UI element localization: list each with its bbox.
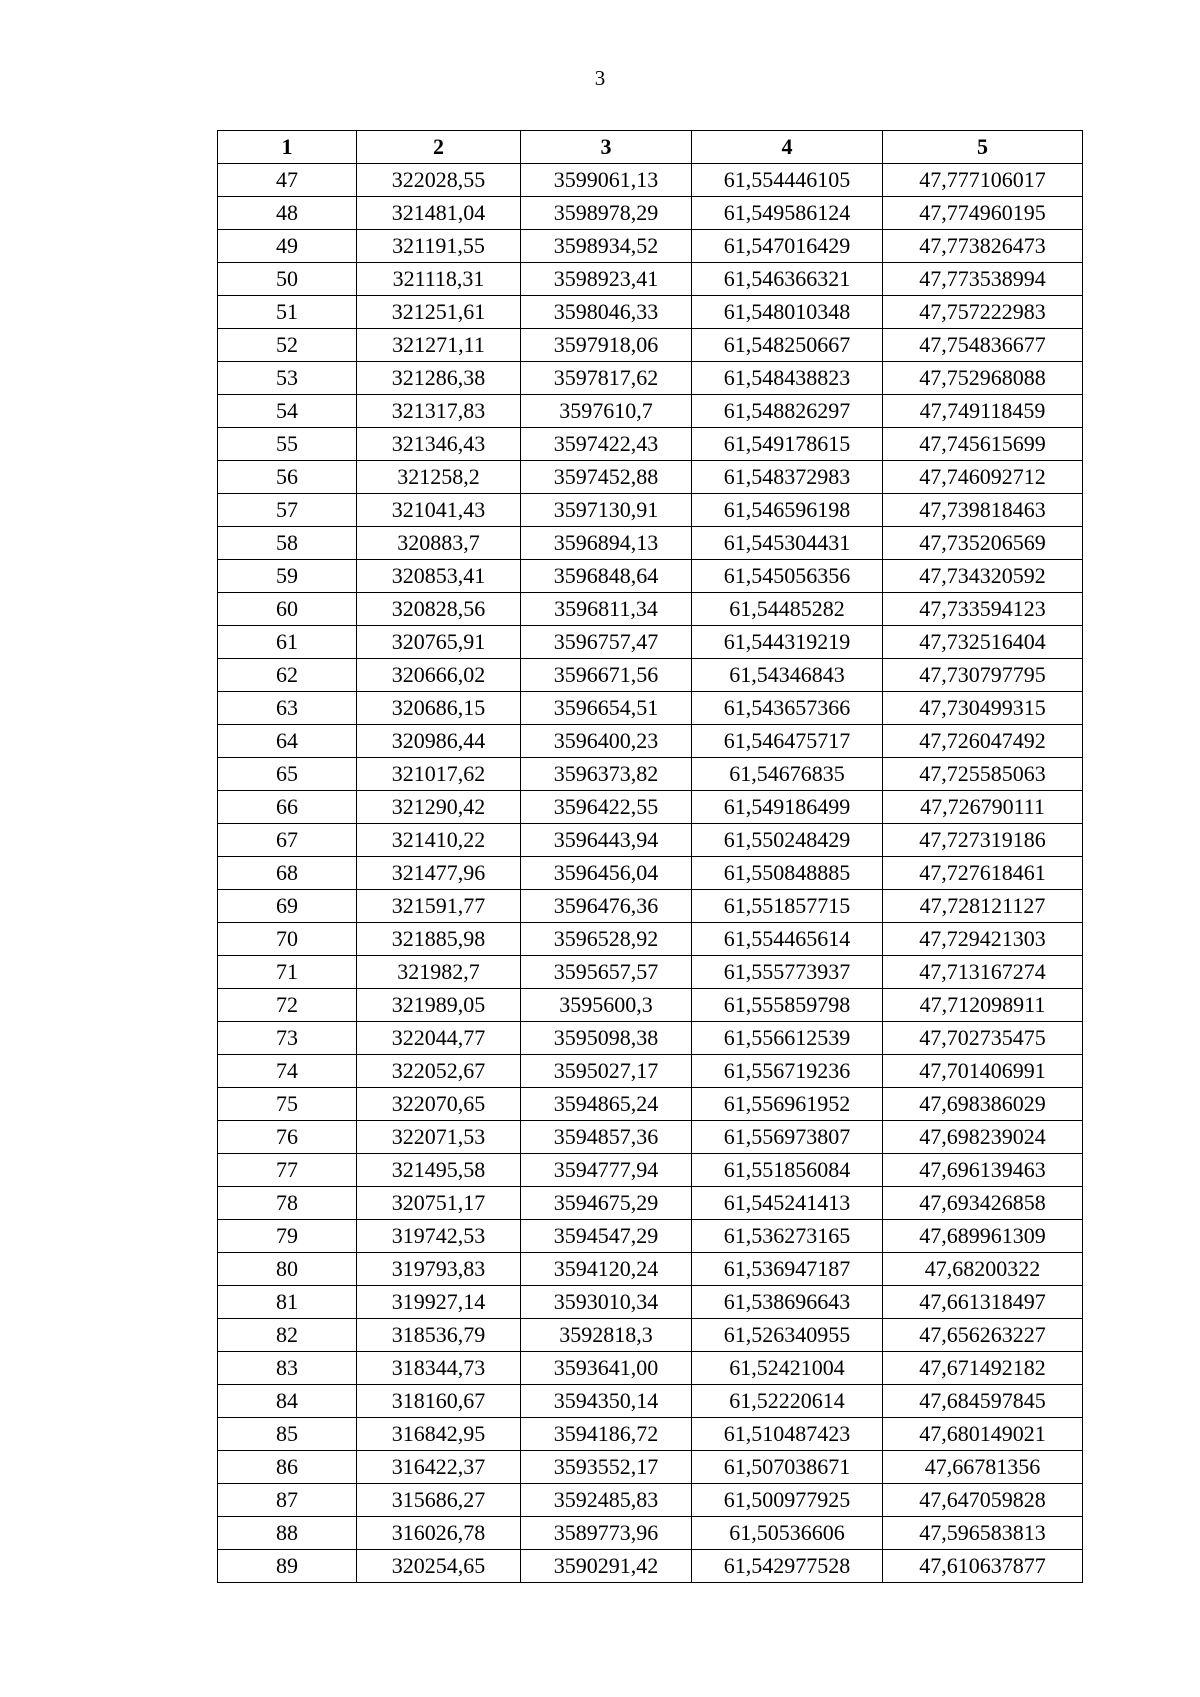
table-cell: 320828,56 <box>357 593 521 626</box>
table-header <box>218 131 1083 164</box>
table-row <box>218 263 1083 296</box>
table-cell: 56 <box>218 461 357 494</box>
table-cell: 61,548438823 <box>692 362 883 395</box>
table-cell: 3596373,82 <box>521 758 692 791</box>
table-cell: 315686,27 <box>357 1484 521 1517</box>
table-cell: 61,546366321 <box>692 263 883 296</box>
table-cell: 47,729421303 <box>883 923 1083 956</box>
table-cell: 321290,42 <box>357 791 521 824</box>
table-cell: 318344,73 <box>357 1352 521 1385</box>
table-row <box>218 494 1083 527</box>
table-row <box>218 659 1083 692</box>
table-cell: 3597452,88 <box>521 461 692 494</box>
table-cell: 82 <box>218 1319 357 1352</box>
table-cell: 61,526340955 <box>692 1319 883 1352</box>
table-cell: 61,548826297 <box>692 395 883 428</box>
table-cell: 61 <box>218 626 357 659</box>
table-cell: 3598978,29 <box>521 197 692 230</box>
table-cell: 53 <box>218 362 357 395</box>
table-cell: 322070,65 <box>357 1088 521 1121</box>
table-cell: 61,538696643 <box>692 1286 883 1319</box>
table-row <box>218 593 1083 626</box>
table-cell: 47,66781356 <box>883 1451 1083 1484</box>
table-cell: 47,698239024 <box>883 1121 1083 1154</box>
table-cell: 321118,31 <box>357 263 521 296</box>
table-cell: 71 <box>218 956 357 989</box>
table-cell: 61,549586124 <box>692 197 883 230</box>
table-cell: 47,732516404 <box>883 626 1083 659</box>
table-cell: 47,773826473 <box>883 230 1083 263</box>
table-cell: 61,542977528 <box>692 1550 883 1583</box>
table-cell: 3599061,13 <box>521 164 692 197</box>
column-header: 1 <box>218 131 357 164</box>
table-row <box>218 857 1083 890</box>
table-row <box>218 1517 1083 1550</box>
table-cell: 61,549186499 <box>692 791 883 824</box>
table-cell: 63 <box>218 692 357 725</box>
table-cell: 3598046,33 <box>521 296 692 329</box>
table-row <box>218 197 1083 230</box>
table-cell: 73 <box>218 1022 357 1055</box>
table-cell: 3597817,62 <box>521 362 692 395</box>
table-cell: 61,543657366 <box>692 692 883 725</box>
table-cell: 3596422,55 <box>521 791 692 824</box>
table-cell: 61,510487423 <box>692 1418 883 1451</box>
table-row <box>218 1352 1083 1385</box>
table-cell: 320254,65 <box>357 1550 521 1583</box>
table-cell: 57 <box>218 494 357 527</box>
table-cell: 3597610,7 <box>521 395 692 428</box>
table-cell: 47,739818463 <box>883 494 1083 527</box>
table-cell: 3594865,24 <box>521 1088 692 1121</box>
table-cell: 61,550248429 <box>692 824 883 857</box>
table-row <box>218 296 1083 329</box>
table-cell: 61,549178615 <box>692 428 883 461</box>
table-cell: 3595098,38 <box>521 1022 692 1055</box>
table-cell: 59 <box>218 560 357 593</box>
table-cell: 47 <box>218 164 357 197</box>
table-cell: 3596456,04 <box>521 857 692 890</box>
table-cell: 67 <box>218 824 357 857</box>
table-row <box>218 1220 1083 1253</box>
table-cell: 61,54676835 <box>692 758 883 791</box>
table-cell: 316842,95 <box>357 1418 521 1451</box>
table-cell: 61,536273165 <box>692 1220 883 1253</box>
table-cell: 85 <box>218 1418 357 1451</box>
table-cell: 47,696139463 <box>883 1154 1083 1187</box>
table-cell: 3596528,92 <box>521 923 692 956</box>
table-cell: 47,713167274 <box>883 956 1083 989</box>
table-cell: 322052,67 <box>357 1055 521 1088</box>
table-cell: 61,556612539 <box>692 1022 883 1055</box>
table-cell: 319927,14 <box>357 1286 521 1319</box>
table-cell: 61,556719236 <box>692 1055 883 1088</box>
table-cell: 61,556961952 <box>692 1088 883 1121</box>
table-cell: 62 <box>218 659 357 692</box>
table-cell: 61,54346843 <box>692 659 883 692</box>
table-cell: 47,726047492 <box>883 725 1083 758</box>
table-cell: 322028,55 <box>357 164 521 197</box>
table-cell: 61,545304431 <box>692 527 883 560</box>
table-row <box>218 890 1083 923</box>
table-row <box>218 1253 1083 1286</box>
table-cell: 318536,79 <box>357 1319 521 1352</box>
column-header: 2 <box>357 131 521 164</box>
table-row <box>218 395 1083 428</box>
table-cell: 3593641,00 <box>521 1352 692 1385</box>
table-cell: 320986,44 <box>357 725 521 758</box>
table-cell: 61,548010348 <box>692 296 883 329</box>
table-cell: 3596476,36 <box>521 890 692 923</box>
table-cell: 61,547016429 <box>692 230 883 263</box>
table-cell: 47,734320592 <box>883 560 1083 593</box>
table-cell: 3596848,64 <box>521 560 692 593</box>
table-cell: 47,728121127 <box>883 890 1083 923</box>
table-cell: 89 <box>218 1550 357 1583</box>
table-cell: 61,555859798 <box>692 989 883 1022</box>
table-cell: 47,746092712 <box>883 461 1083 494</box>
table-cell: 61,550848885 <box>692 857 883 890</box>
table-cell: 321495,58 <box>357 1154 521 1187</box>
table-cell: 61,500977925 <box>692 1484 883 1517</box>
table-cell: 3598923,41 <box>521 263 692 296</box>
table-row <box>218 329 1083 362</box>
table-cell: 47,726790111 <box>883 791 1083 824</box>
table-cell: 316026,78 <box>357 1517 521 1550</box>
table-cell: 60 <box>218 593 357 626</box>
table-cell: 78 <box>218 1187 357 1220</box>
table-cell: 321041,43 <box>357 494 521 527</box>
table-cell: 61,52220614 <box>692 1385 883 1418</box>
table-cell: 320883,7 <box>357 527 521 560</box>
table-cell: 81 <box>218 1286 357 1319</box>
table-cell: 3594857,36 <box>521 1121 692 1154</box>
table-row <box>218 1484 1083 1517</box>
table-row <box>218 1055 1083 1088</box>
table-row <box>218 725 1083 758</box>
table-cell: 3594675,29 <box>521 1187 692 1220</box>
table-cell: 3594547,29 <box>521 1220 692 1253</box>
table-row <box>218 692 1083 725</box>
table-cell: 65 <box>218 758 357 791</box>
table-cell: 3596443,94 <box>521 824 692 857</box>
table-cell: 86 <box>218 1451 357 1484</box>
table-row <box>218 989 1083 1022</box>
table-cell: 321191,55 <box>357 230 521 263</box>
table-cell: 3594777,94 <box>521 1154 692 1187</box>
table-row <box>218 1385 1083 1418</box>
table-row <box>218 923 1083 956</box>
table-cell: 3596400,23 <box>521 725 692 758</box>
table-cell: 3592485,83 <box>521 1484 692 1517</box>
table-row <box>218 824 1083 857</box>
table-cell: 3595657,57 <box>521 956 692 989</box>
table-row <box>218 758 1083 791</box>
table-cell: 66 <box>218 791 357 824</box>
table-cell: 3597130,91 <box>521 494 692 527</box>
table-cell: 61,536947187 <box>692 1253 883 1286</box>
table-cell: 49 <box>218 230 357 263</box>
table-cell: 50 <box>218 263 357 296</box>
table-cell: 47,727618461 <box>883 857 1083 890</box>
table-cell: 61,548250667 <box>692 329 883 362</box>
table-cell: 3593552,17 <box>521 1451 692 1484</box>
table-cell: 47,693426858 <box>883 1187 1083 1220</box>
table-cell: 3596757,47 <box>521 626 692 659</box>
table-cell: 61,548372983 <box>692 461 883 494</box>
table-cell: 77 <box>218 1154 357 1187</box>
table-cell: 68 <box>218 857 357 890</box>
table-cell: 3592818,3 <box>521 1319 692 1352</box>
table-cell: 75 <box>218 1088 357 1121</box>
table-cell: 47,680149021 <box>883 1418 1083 1451</box>
table-cell: 61,554446105 <box>692 164 883 197</box>
table-row <box>218 1022 1083 1055</box>
table-cell: 47,745615699 <box>883 428 1083 461</box>
table-cell: 47,68200322 <box>883 1253 1083 1286</box>
table-cell: 320853,41 <box>357 560 521 593</box>
table-cell: 47,661318497 <box>883 1286 1083 1319</box>
table-cell: 321410,22 <box>357 824 521 857</box>
table-cell: 69 <box>218 890 357 923</box>
table-row <box>218 626 1083 659</box>
table-row <box>218 1154 1083 1187</box>
table-cell: 61,52421004 <box>692 1352 883 1385</box>
table-row <box>218 791 1083 824</box>
table-cell: 64 <box>218 725 357 758</box>
table-cell: 321317,83 <box>357 395 521 428</box>
table-cell: 321017,62 <box>357 758 521 791</box>
table-cell: 47,684597845 <box>883 1385 1083 1418</box>
table-cell: 47,702735475 <box>883 1022 1083 1055</box>
table-row <box>218 1286 1083 1319</box>
table-cell: 47,689961309 <box>883 1220 1083 1253</box>
page-number: 3 <box>594 66 606 90</box>
table-cell: 3596894,13 <box>521 527 692 560</box>
table-cell: 47,671492182 <box>883 1352 1083 1385</box>
table-cell: 320765,91 <box>357 626 521 659</box>
table-cell: 51 <box>218 296 357 329</box>
table-row <box>218 362 1083 395</box>
table-cell: 61,554465614 <box>692 923 883 956</box>
table-cell: 74 <box>218 1055 357 1088</box>
table-cell: 61,54485282 <box>692 593 883 626</box>
table-cell: 321258,2 <box>357 461 521 494</box>
table-cell: 47,701406991 <box>883 1055 1083 1088</box>
table-cell: 76 <box>218 1121 357 1154</box>
table-row <box>218 527 1083 560</box>
table-cell: 72 <box>218 989 357 1022</box>
table-cell: 321251,61 <box>357 296 521 329</box>
table-cell: 61,555773937 <box>692 956 883 989</box>
table-cell: 47,773538994 <box>883 263 1083 296</box>
table-cell: 321591,77 <box>357 890 521 923</box>
table-cell: 319793,83 <box>357 1253 521 1286</box>
table-cell: 3594120,24 <box>521 1253 692 1286</box>
table-cell: 61,50536606 <box>692 1517 883 1550</box>
table-cell: 320666,02 <box>357 659 521 692</box>
table-cell: 47,730499315 <box>883 692 1083 725</box>
table-cell: 54 <box>218 395 357 428</box>
table-cell: 3593010,34 <box>521 1286 692 1319</box>
table-cell: 61,556973807 <box>692 1121 883 1154</box>
table-cell: 47,725585063 <box>883 758 1083 791</box>
column-header: 4 <box>692 131 883 164</box>
table-cell: 47,752968088 <box>883 362 1083 395</box>
table-row <box>218 1121 1083 1154</box>
table-cell: 316422,37 <box>357 1451 521 1484</box>
table-cell: 47,596583813 <box>883 1517 1083 1550</box>
table-cell: 47,754836677 <box>883 329 1083 362</box>
table-row <box>218 1319 1083 1352</box>
table-row <box>218 1187 1083 1220</box>
table-cell: 47,712098911 <box>883 989 1083 1022</box>
table-cell: 87 <box>218 1484 357 1517</box>
table-row <box>218 956 1083 989</box>
table-cell: 79 <box>218 1220 357 1253</box>
table-cell: 3596654,51 <box>521 692 692 725</box>
table-cell: 3596671,56 <box>521 659 692 692</box>
table-cell: 321271,11 <box>357 329 521 362</box>
table-cell: 61,551857715 <box>692 890 883 923</box>
table-cell: 47,749118459 <box>883 395 1083 428</box>
table-cell: 47,647059828 <box>883 1484 1083 1517</box>
table-cell: 61,546596198 <box>692 494 883 527</box>
table-cell: 3597422,43 <box>521 428 692 461</box>
table-cell: 84 <box>218 1385 357 1418</box>
table-cell: 320751,17 <box>357 1187 521 1220</box>
table-cell: 321477,96 <box>357 857 521 890</box>
header-row <box>218 131 1083 164</box>
table-cell: 61,545056356 <box>692 560 883 593</box>
table-row <box>218 560 1083 593</box>
table-cell: 321989,05 <box>357 989 521 1022</box>
table-cell: 47,757222983 <box>883 296 1083 329</box>
table-cell: 3596811,34 <box>521 593 692 626</box>
table-row <box>218 1451 1083 1484</box>
table-row <box>218 1418 1083 1451</box>
table-body <box>218 164 1083 1583</box>
table-cell: 61,545241413 <box>692 1187 883 1220</box>
table-row <box>218 164 1083 197</box>
table-cell: 47,727319186 <box>883 824 1083 857</box>
table-cell: 322071,53 <box>357 1121 521 1154</box>
table-cell: 3589773,96 <box>521 1517 692 1550</box>
table-row <box>218 461 1083 494</box>
table-cell: 61,551856084 <box>692 1154 883 1187</box>
table-cell: 321286,38 <box>357 362 521 395</box>
table-cell: 47,730797795 <box>883 659 1083 692</box>
table-cell: 61,544319219 <box>692 626 883 659</box>
table-row <box>218 428 1083 461</box>
table-cell: 47,656263227 <box>883 1319 1083 1352</box>
table-cell: 321885,98 <box>357 923 521 956</box>
table-cell: 47,735206569 <box>883 527 1083 560</box>
table-cell: 61,546475717 <box>692 725 883 758</box>
column-header: 3 <box>521 131 692 164</box>
table-row <box>218 230 1083 263</box>
column-header: 5 <box>883 131 1083 164</box>
table-cell: 3598934,52 <box>521 230 692 263</box>
coordinates-table <box>217 130 1083 1583</box>
table-cell: 3590291,42 <box>521 1550 692 1583</box>
table-cell: 321481,04 <box>357 197 521 230</box>
table-cell: 320686,15 <box>357 692 521 725</box>
table-cell: 83 <box>218 1352 357 1385</box>
table-cell: 318160,67 <box>357 1385 521 1418</box>
table-cell: 3594186,72 <box>521 1418 692 1451</box>
table-cell: 321982,7 <box>357 956 521 989</box>
table-cell: 3597918,06 <box>521 329 692 362</box>
table-cell: 58 <box>218 527 357 560</box>
table-cell: 52 <box>218 329 357 362</box>
table-cell: 3594350,14 <box>521 1385 692 1418</box>
table-cell: 319742,53 <box>357 1220 521 1253</box>
table-cell: 47,698386029 <box>883 1088 1083 1121</box>
table-cell: 47,733594123 <box>883 593 1083 626</box>
table-cell: 47,774960195 <box>883 197 1083 230</box>
table-cell: 48 <box>218 197 357 230</box>
table-row <box>218 1550 1083 1583</box>
table-cell: 61,507038671 <box>692 1451 883 1484</box>
table-cell: 47,610637877 <box>883 1550 1083 1583</box>
table-cell: 3595600,3 <box>521 989 692 1022</box>
table-cell: 55 <box>218 428 357 461</box>
table-cell: 88 <box>218 1517 357 1550</box>
table-cell: 80 <box>218 1253 357 1286</box>
table-row <box>218 1088 1083 1121</box>
table-cell: 47,777106017 <box>883 164 1083 197</box>
table-cell: 322044,77 <box>357 1022 521 1055</box>
table-cell: 70 <box>218 923 357 956</box>
table-cell: 3595027,17 <box>521 1055 692 1088</box>
table-cell: 321346,43 <box>357 428 521 461</box>
